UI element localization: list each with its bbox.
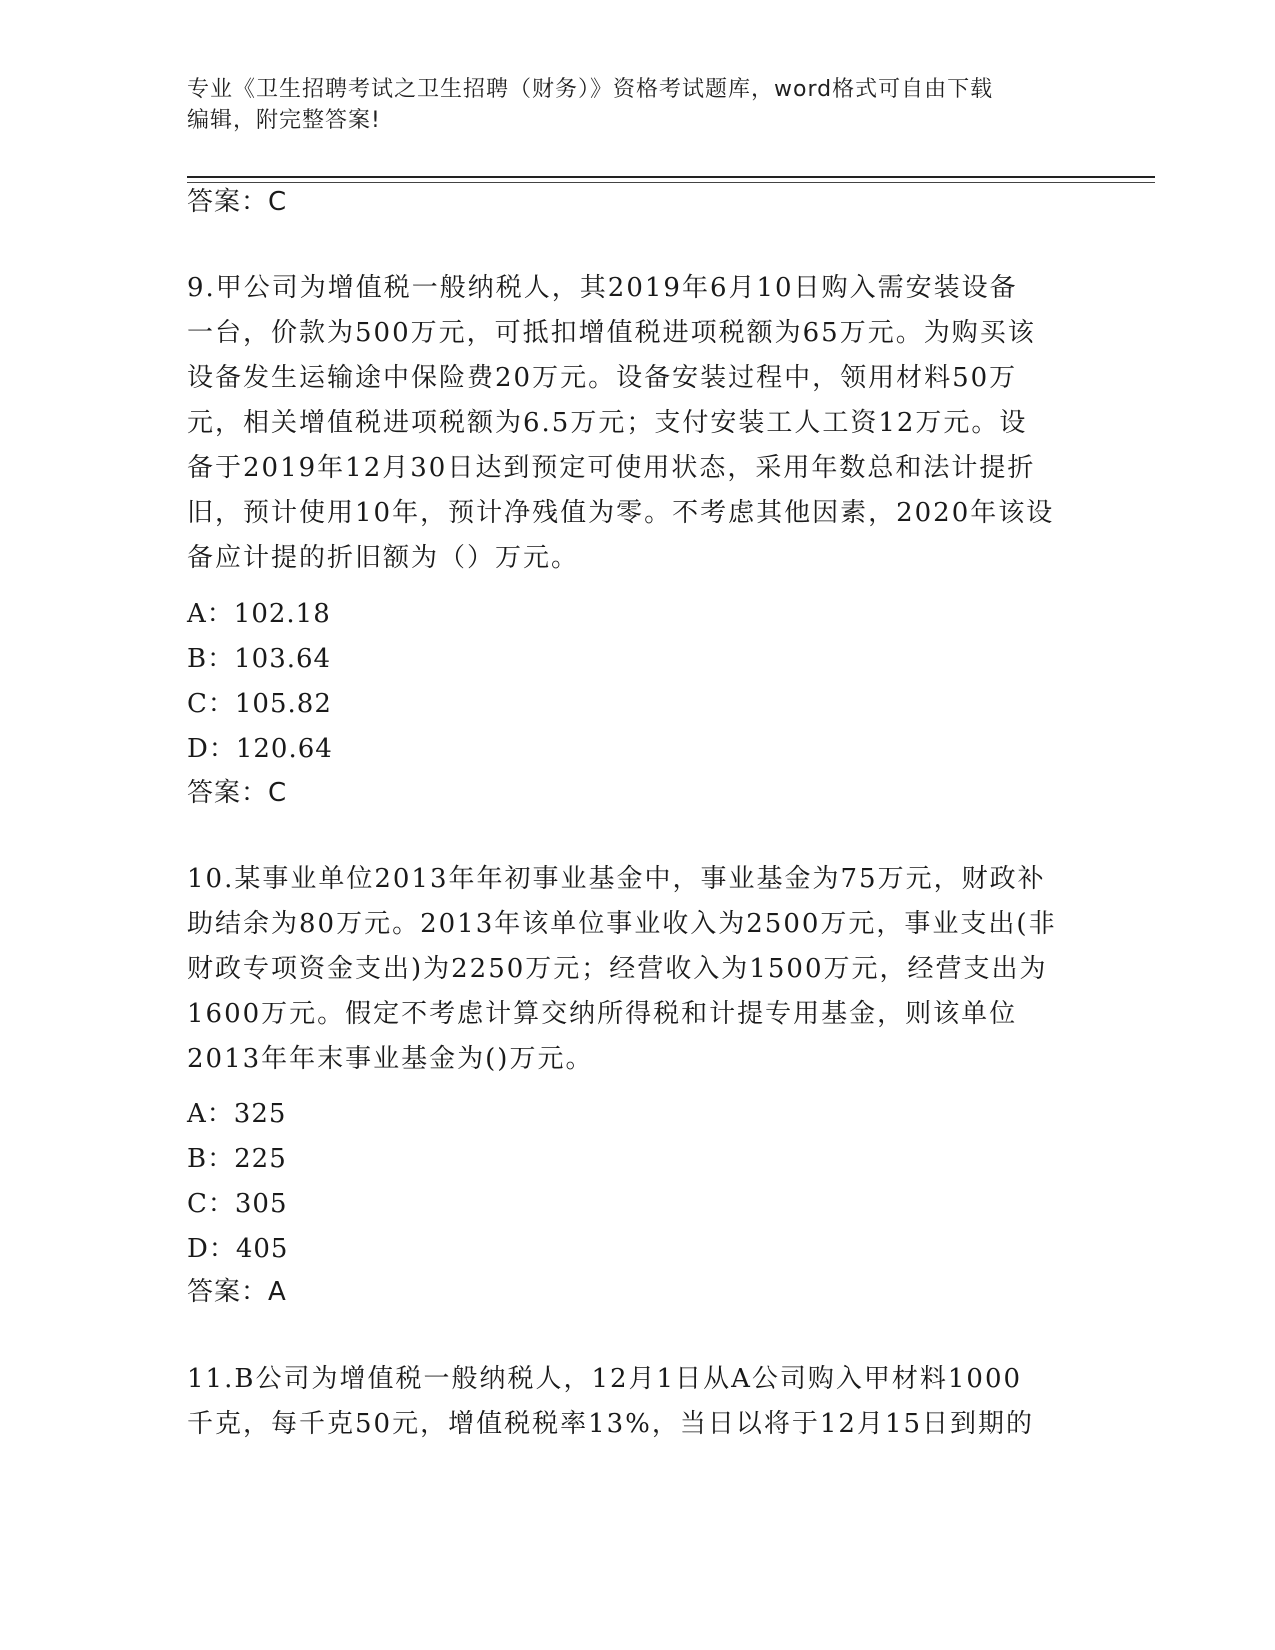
question-10-answer: 答案：A [187,1277,287,1307]
question-9-line: 一台，价款为500万元，可抵扣增值税进项税额为65万元。为购买该 [187,318,1036,348]
question-9-line: 设备发生运输途中保险费20万元。设备安装过程中，领用材料50万 [187,363,1018,393]
question-10-line: 10.某事业单位2013年年初事业基金中，事业基金为75万元，财政补 [187,864,1046,894]
question-9-line: 备应计提的折旧额为（）万元。 [187,543,580,573]
question-11-text [187,1357,1077,1447]
document-header [187,74,1067,136]
header-line-2: 编辑，附完整答案! [187,108,381,133]
question-10-line: 财政专项资金支出)为2250万元；经营收入为1500万元，经营支出为 [187,954,1048,984]
header-divider-thick [187,176,1155,178]
question-10-line: 助结余为80万元。2013年该单位事业收入为2500万元，事业支出(非 [187,909,1057,939]
header-divider-thin [187,182,1155,183]
question-9-text [187,266,1077,581]
previous-answer: 答案：C [187,187,288,217]
question-9-line: 旧，预计使用10年，预计净残值为零。不考虑其他因素，2020年该设 [187,498,1055,528]
question-9-option-a: A：102.18 [187,599,331,629]
question-10-line: 1600万元。假定不考虑计算交纳所得税和计提专用基金，则该单位 [187,999,1018,1029]
question-10-option-b: B：225 [187,1144,287,1174]
question-9-answer: 答案：C [187,778,288,808]
question-10-text [187,857,1077,1082]
question-9-option-c: C：105.82 [187,689,332,719]
question-10-option-d: D：405 [187,1234,289,1264]
header-line-1: 专业《卫生招聘考试之卫生招聘（财务）》资格考试题库，word格式可自由下载 [187,77,994,102]
question-10-option-c: C：305 [187,1189,288,1219]
question-10-line: 2013年年末事业基金为()万元。 [187,1044,594,1074]
question-11-line: 千克，每千克50元，增值税税率13%，当日以将于12月15日到期的 [187,1409,1035,1439]
question-11-line: 11.B公司为增值税一般纳税人，12月1日从A公司购入甲材料1000 [187,1364,1023,1394]
question-9-option-b: B：103.64 [187,644,332,674]
question-9-line: 9.甲公司为增值税一般纳税人，其2019年6月10日购入需安装设备 [187,273,1018,303]
question-9-option-d: D：120.64 [187,734,333,764]
question-9-line: 元，相关增值税进项税额为6.5万元；支付安装工人工资12万元。设 [187,408,1028,438]
question-9-line: 备于2019年12月30日达到预定可使用状态，采用年数总和法计提折 [187,453,1036,483]
question-10-option-a: A：325 [187,1099,287,1129]
